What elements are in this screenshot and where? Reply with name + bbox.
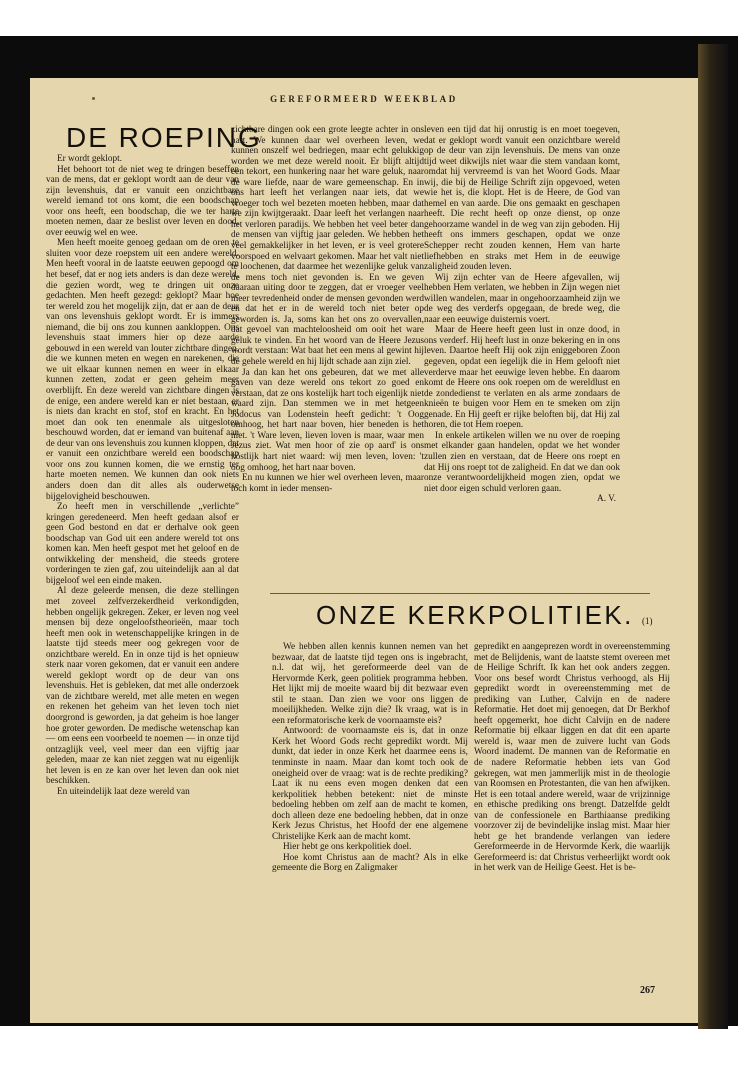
paragraph: Men heeft moeite genoeg gedaan om de oren te sluiten voor deze roepstem uit een andere wereld. Men heeft vooral in de laatste eeuwen gepoogd om het besef, dat er nog iets anders is dan deze wereld, die gezien wordt, weg te dringen uit onze gedachten. Men heeft gezegd: geklopt? Maar hoe ter wereld zou het mogelijk zijn, dat er aan de deur van ons levenshuis geklopt wordt. Er is immers niemand, die bij ons zou kunnen aankloppen. Ons levenshuis staat immers hier op deze aarde gebouwd in een wereld van louter zichtbare dingen, die we kunnen meten en wegen en narekenen, die we uit elkaar kunnen nemen en weer in elkaar kunnen zetten, zodat er geen geheim meer overblijft. En deze wereld van zichtbare dingen is de enige, een andere wereld kan er niet bestaan, er is niets dan kracht en stof, stof en kracht. En het moet dan ook ten enenmale als uitgesloten beschouwd worden, dat er iemand van buitenaf aan de deur van ons levenshuis zou kunnen kloppen, dat er vanuit een onzichtbare wereld een boodschap voor ons zou kunnen komen, die we ernstig ter harte moeten nemen. We kunnen dan ook niets anders doen dan dit alles als ouderwetse bijgelovigheid beschouwen. xyxy=(46,238,239,502)
paragraph: Al deze geleerde mensen, die deze stellingen met zoveel zelfverzekerdheid verkondigden, hebben ongelijk gekregen. Zeker, er leven nog veel mensen bij deze ongeloofstheorieën, maar toch heeft men ook in wetenschappelijke kringen in de laatste tijd steeds meer oog gekregen voor de onzichtbare wereld. En in onze tijd is het opnieuw sterk naar voren gekomen, dat er vanuit een andere wereld geklopt wordt op de deur van ons levenshuis. Het is gebleken, dat met alle onderzoek van de zichtbare wereld, met alle meten en wegen en rekenen het geheim van het leven toch niet doorgrond is geworden, ja dat geheim is hoe langer hoe groter geworden. De medische wetenschap kan — om eens een voorbeeld te noemen — in onze tijd ontzaglijk veel, veel meer dan een vijftig jaar geleden, maar ze kan niet zeggen wat nu eigenlijk het leven is en ze kan over het leven dan ook niet beschikken. xyxy=(46,586,239,787)
page-number: 267 xyxy=(640,985,655,996)
article2-column-1 xyxy=(272,642,468,874)
paragraph: Hier hebt ge ons kerkpolitiek doel. xyxy=(283,842,412,853)
magazine-page xyxy=(30,78,698,1023)
article-part-number: (1) xyxy=(642,616,653,626)
paragraph: In enkele artikelen willen we nu over de roeping met elkander gaan handelen, opdat we het wonder zullen zien en verstaan, dat de Heere ons roept en dat Hij ons roept tot de zaligheid. En dat we dan ook onze verantwoordelijkheid mogen zien, opdat we niet door eigen schuld verloren gaan. xyxy=(424,430,620,494)
article-title-onze-kerkpolitiek: ONZE KERKPOLITIEK. xyxy=(316,600,634,630)
paragraph: En uiteindelijk laat deze wereld van xyxy=(57,786,190,797)
running-head: GEREFORMEERD WEEKBLAD xyxy=(270,94,458,104)
author-signature: A. V. xyxy=(597,494,616,505)
article1-column-3 xyxy=(424,125,620,505)
paragraph: En nu kunnen we hier wel overheen leven, maar toch komt in ieder mensen- xyxy=(231,473,424,494)
paragraph: Ja dan kan het ons gebeuren, dat we met alle gaven van deze wereld ons tekort zo goed en verstaan, dat ze ons kostelijk hart toch eigenlijk niet waard zijn. Dan stemmen we in met hetgeen Jodocus van Lodenstein heeft gedicht: 't Oog omhoog, het hart naar boven, hier beneden is het niet. 't Ware leven, lieven loven is maar, waar men Jezus ziet. Wat men hoor of zie op aard' is ons köstlijk hart niet waard: wij men leven, loven: 't oog omhoog, het hart naar boven. xyxy=(231,367,424,473)
article-title-de-roeping: DE ROEPING xyxy=(66,122,262,153)
paragraph: We hebben allen kennis kunnen nemen van het bezwaar, dat de laatste tijd tegen ons is ingebracht, n.l. dat wij, het gereformeerde deel van de Hervormde Kerk, geen politiek programma hebben. Het lijkt mij de moeite waard bij dit bezwaar even stil te staan. Dan zien we voor ons liggen de moeilijkheden. Welke zijn die? Ik vraag, wat is in een reformatorische kerk de voornaamste eis? xyxy=(272,642,468,726)
paragraph: gepredikt en aangeprezen wordt in overeenstemming met de Belijdenis, want de laatste stemt overeen met de Heilige Schrift. Ik kan het ook anders zeggen. Voor ons besef wordt Christus verhoogd, als Hij gepredikt wordt in overeenstemming met de prediking van Luther, Calvijn en de nadere Reformatie. Het doet mij genoegen, dat Dr Berkhof heeft opgemerkt, hoe dicht Calvijn en de nadere Reformatie bij elkaar liggen en dat dit een aparte wereld is, waar men de zuivere lucht van Gods Woord inademt. De mannen van de Reformatie en de nadere Reformatie hebben iets van God gekregen, wat men jammerlijk mist in de theologie van Roomsen en Protestanten, die van hen afwijken. Het is een totaal andere wereld, waar de vrijzinnige en ethische prediking ons brengt. Datzelfde geldt van de confessionele en Barthiaanse prediking voorzover zij de bevindelijke inslag mist. Maar hier hebt ge het brandende verlangen van iedere Gereformeerde in de Hervormde Kerk, die waarlijk Gereformeerd is: dat Christus verheerlijkt wordt ook in het werk van de Heilige Geest. Het is be- xyxy=(474,642,670,874)
paragraph: Het behoort tot de niet weg te dringen beseffen van de mens, dat er geklopt wordt aan de deur van zijn levenshuis, dat er vanuit een onzichtbare wereld iemand tot ons komt, die een boodschap voor ons heeft, een boodschap, die we ter harte moeten nemen, daar ze beslist over leven en dood, over eeuwig wel en wee. xyxy=(46,164,239,238)
paragraph: Wij zijn echter van de Heere afgevallen, wij hebben Hem verlaten, we hebben in Zijn wegen niet willen wandelen, maar in ongehoorzaamheid zijn we de weg des verderfs opgegaan, de brede weg, die naar een eeuwige duisternis voert. xyxy=(424,272,620,325)
paragraph: zichtbare dingen ook een grote leegte achter in ons hart. We kunnen daar wel overheen leven, we kunnen onszelf wel bedriegen, maar echt gelukkig worden we met deze wereld nooit. Er blijft altijd een tekort, een hunkering naar het ware geluk, naar de ware liefde, naar de ware gemeenschap. En in ons hart leeft het verlangen naar iets, dat we vroeger toch wel bezeten moeten hebben, maar dat we zijn kwijtgeraakt. Daar leeft het verlangen naar het verloren paradijs. We hebben het veel beter dan de mensen van vijftig jaar geleden. We hebben het veel gemakkelijker in het leven, er is veel grotere voorspoed en welvaart gekomen. Maar het valt niet te loochenen, dat daarmee het wezenlijke geluk van de mens toch niet gevonden is. En we geven daaraan uiting door te zeggen, dat er vroeger veel meer tevredenheid onder de mensen gevonden werd en dat het er in de wereld toch niet beter op geworden is. Ja, soms kan het ons zo overvallen, dat gevoel van machteloosheid om ooit het ware geluk te vinden. En het woord van de Heere Jezus wordt verstaan: Wat baat het een mens al gewint hij de gehele wereld en hij lijdt schade aan zijn ziel. xyxy=(231,125,424,368)
article1-column-2 xyxy=(231,125,424,494)
paragraph: Hoe komt Christus aan de macht? Als in elke gemeente die Borg en Zaligmaker xyxy=(272,852,468,874)
article1-column-1 xyxy=(46,154,239,797)
paragraph: Er wordt geklopt. xyxy=(57,154,122,164)
article2-column-2 xyxy=(474,642,670,874)
paragraph: leven een tijd dat hij onrustig is en moet toegeven, dat er geklopt wordt vanuit een onzichtbare wereld op de deur van zijn levenshuis. De mens van onze tijd weet dikwijls niet waar die stem vandaan komt, omdat hij vervreemd is van het Woord Gods. Maar wij, die bij de Heilige Schrift zijn opgevoed, weten wie het is, die klopt. Het is de Heere, de God van hemel en van aarde. Die ons gemaakt en geschapen heeft. Die recht heeft op onze dienst, op onze gehoorzame wandel in de weg van zijn geboden. Hij heeft ons immers geschapen, opdat we onze Schepper recht zouden kennen, Hem van harte liefhebben en straks met Hem in de eeuwige zaligheid zouden leven. xyxy=(424,125,620,273)
paragraph: Maar de Heere heeft geen lust in onze dood, in ons verderf. Hij heeft lust in onze bekering en in ons leven. Daartoe heeft Hij ook zijn eniggeboren Zoon gegeven, opdat een iegelijk die in Hem gelooft niet verderve maar het eeuwige leven hebbe. En daarom komt de Heere ons ook roepen om de wereldlust en de zondedienst te verlaten en als arme zondaars de knieën te buigen voor Hem en te smeken om zijn genade. En Hij geeft er rijke beloften bij, dat Hij zal horen, die tot Hem roepen. xyxy=(424,325,620,431)
page-edge-shadow xyxy=(698,44,728,1029)
paragraph: Antwoord: de voornaamste eis is, dat in onze Kerk het Woord Gods recht gepredikt wordt. Mij dunkt, dat ieder in onze Kerk het daarmee eens is, tenminste in naam. Maar dan komt toch ook de oneigheid over de vraag: wat is de rechte prediking? Laat ik nu eens even mogen denken dat een kerkpolitiek hebben betekent: niet de minste bedoeling hebben om zelf aan de macht te komen, doch alleen deze ene bedoeling hebben, dat in onze Kerk Jezus Christus, het Hoofd der ene algemene Christelijke Kerk aan de macht komt. xyxy=(272,726,468,842)
section-divider xyxy=(270,593,650,594)
paragraph: Zo heeft men in verschillende „verlichte” kringen geredeneerd. Men heeft gedaan alsof er geen God bestond en dat er derhalve ook geen boodschap van God uit een andere wereld tot ons komen kan. Men heeft gespot met het geloof en de ontwikkeling der mensheid, die steeds grotere vorderingen te zien gaf, zou uiteindelijk aan al dat bijgeloof wel een einde maken. xyxy=(46,502,239,586)
